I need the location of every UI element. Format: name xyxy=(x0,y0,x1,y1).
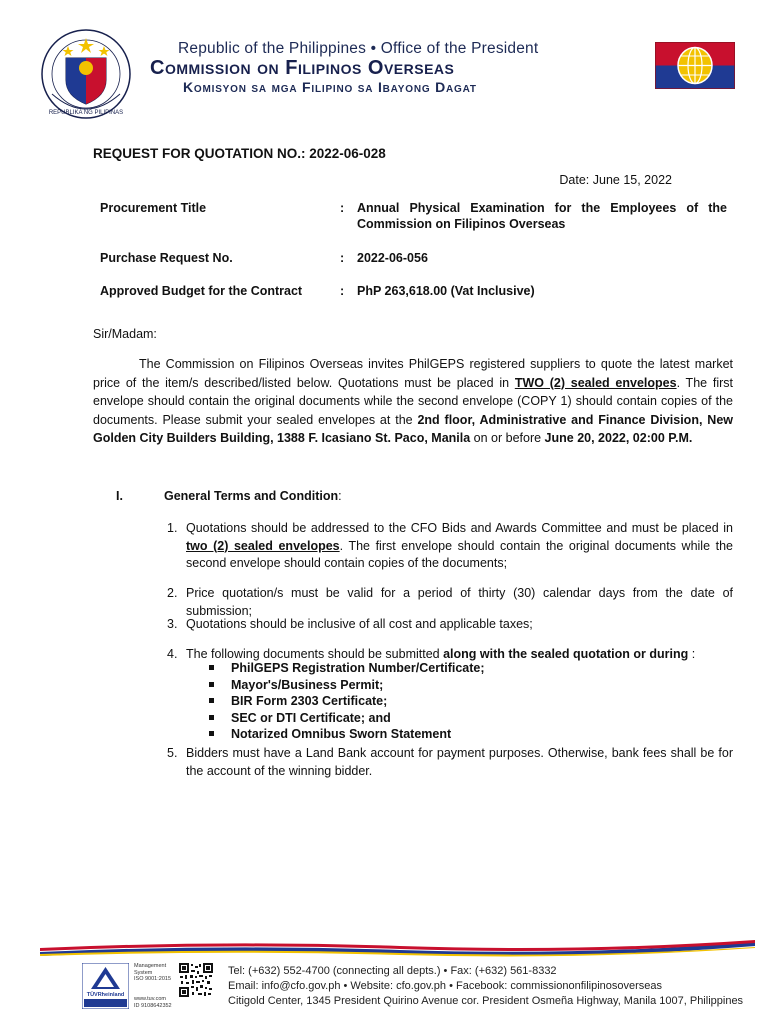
rfq-date: Date: June 15, 2022 xyxy=(559,173,672,187)
abc-label: Approved Budget for the Contract xyxy=(100,284,303,298)
purchase-request-value: 2022-06-056 xyxy=(357,251,428,265)
term-item-5 xyxy=(167,745,733,780)
term-text: Quotations should be inclusive of all cost and applicable taxes; xyxy=(186,617,533,631)
abc-value: PhP 263,618.00 (Vat Inclusive) xyxy=(357,284,535,298)
footer-address: Citigold Center, 1345 President Quirino Avenue cor. President Osmeña Highway, Manila 1007, Philippines xyxy=(228,995,744,1007)
para-address: 2nd floor, Administrative and Finance Division, New Golden City Builders Building, 1388 F. Icasiano St. Paco, Manila xyxy=(93,412,733,445)
term-text-b: . The first envelope should contain the original documents while the second envelope should contain copies of the documents; xyxy=(186,538,733,570)
header-commission-name: Commission on Filipinos Overseas xyxy=(150,57,455,79)
document-item: BIR Form 2303 Certificate; xyxy=(209,693,485,710)
header-office-line: Republic of the Philippines • Office of the President xyxy=(178,40,539,57)
abc-colon: : xyxy=(340,284,345,298)
para-text-c: on or before xyxy=(470,431,545,445)
management-system-caption xyxy=(134,963,171,983)
mgmt-line-1: Management xyxy=(134,963,167,969)
seal-text: REPUBLIKA NG PILIPINAS xyxy=(48,110,124,116)
term-number: 3. xyxy=(167,617,178,631)
invitation-paragraph xyxy=(93,355,733,448)
required-documents-list xyxy=(209,660,485,743)
term-number: 5. xyxy=(167,746,178,760)
tuv-certification-logo xyxy=(82,963,129,1009)
purchase-request-colon: : xyxy=(340,251,345,265)
qr-code xyxy=(178,962,214,998)
document-item: PhilGEPS Registration Number/Certificate; xyxy=(209,660,485,677)
document-item: Notarized Omnibus Sworn Statement xyxy=(209,726,485,743)
document-item: Mayor's/Business Permit; xyxy=(209,677,485,694)
section-title xyxy=(164,489,342,503)
term-number: 4. xyxy=(167,647,178,661)
procurement-title-label: Procurement Title xyxy=(100,201,207,215)
document-item: SEC or DTI Certificate; and xyxy=(209,710,485,727)
rfq-title: REQUEST FOR QUOTATION NO.: 2022-06-028 xyxy=(93,146,386,161)
para-text-b: . The first envelope should contain the original documents while the second envelope (COPY 1) should contain copies of the documents. Please submit your sealed envelopes at the xyxy=(93,375,733,427)
mgmt-line-3: ISO 9001:2015 xyxy=(134,976,172,982)
mgmt-line-4: www.tuv.com xyxy=(134,996,166,1002)
section-title-text: General Terms and Condition xyxy=(164,489,339,503)
term-text: Price quotation/s must be valid for a period of thirty (30) calendar days from the date of submission; xyxy=(186,586,733,618)
footer-contact-email: Email: info@cfo.gov.ph • Website: cfo.gov.ph • Facebook: commissiononfilipinosoverseas xyxy=(228,980,663,992)
mgmt-line-2: System xyxy=(134,969,153,976)
term-text-a: Quotations should be addressed to the CFO Bids and Awards Committee and must be placed in xyxy=(186,521,733,535)
term-text: Bidders must have a Land Bank account for payment purposes. Otherwise, bank fees shall be for the account of the winning bidder. xyxy=(186,746,733,778)
section-title-suffix: : xyxy=(338,489,342,503)
term-envelopes: two (2) sealed envelopes xyxy=(186,538,340,553)
salutation: Sir/Madam: xyxy=(93,327,157,341)
para-deadline: June 20, 2022, 02:00 P.M. xyxy=(544,431,693,445)
footer-contact-phone: Tel: (+632) 552-4700 (connecting all depts.) • Fax: (+632) 561-8332 xyxy=(228,965,557,977)
term-item-3 xyxy=(167,616,733,634)
section-number: I. xyxy=(116,489,123,503)
term-item-1 xyxy=(167,520,733,573)
purchase-request-label: Purchase Request No. xyxy=(100,251,233,265)
certificate-id-caption xyxy=(134,996,172,1009)
term-item-2 xyxy=(167,585,733,620)
para-text-a: The Commission on Filipinos Overseas invites PhilGEPS registered suppliers to quote the latest market price of the item/s described/listed below. Quotations must be placed in xyxy=(93,357,733,390)
term-bold: along with the sealed quotation or during xyxy=(443,647,689,661)
footer-wave-divider xyxy=(40,938,755,960)
term-text-a: The following documents should be submitted xyxy=(186,647,444,661)
header-filipino-name: Komisyon sa mga Filipino sa Ibayong Dagat xyxy=(183,79,477,95)
procurement-title-value: Annual Physical Examination for the Employees of the Commission on Filipinos Overseas xyxy=(357,201,727,231)
term-number: 1. xyxy=(167,521,178,535)
cfo-logo xyxy=(655,42,735,89)
tuv-label: TÜVRheinland xyxy=(86,992,125,998)
procurement-title-colon: : xyxy=(340,201,345,215)
para-envelopes: TWO (2) sealed envelopes xyxy=(514,375,677,390)
mgmt-line-5: ID 9108642352 xyxy=(134,1002,172,1009)
term-number: 2. xyxy=(167,586,178,600)
philippine-seal-logo xyxy=(40,28,132,120)
term-text-b: : xyxy=(688,647,696,661)
